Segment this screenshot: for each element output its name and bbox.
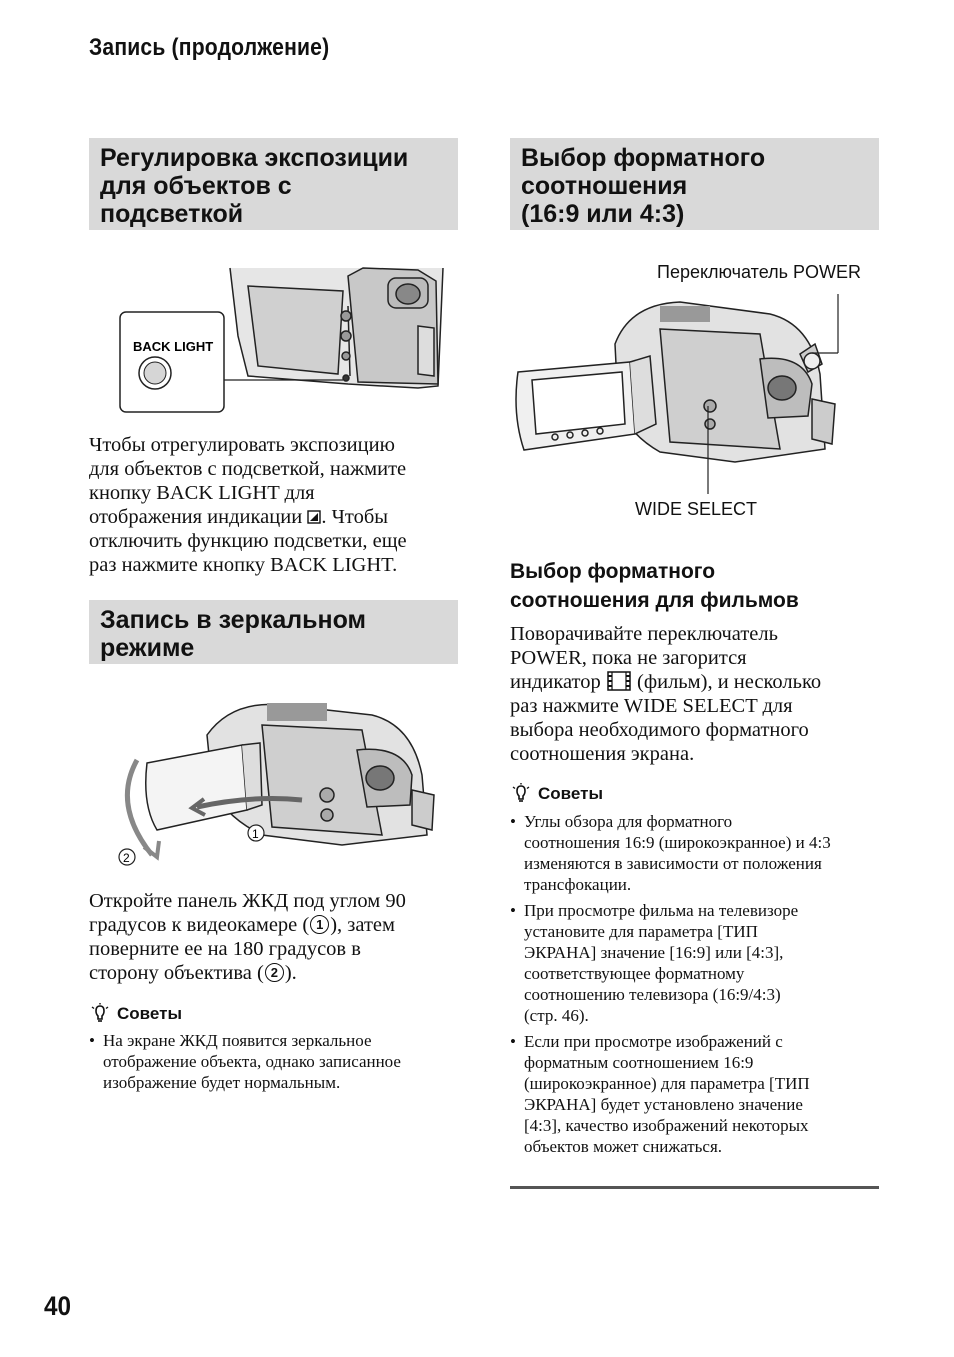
tip-line: ЭКРАНА] будет установлено значение (524, 1095, 803, 1114)
body-line: Откройте панель ЖКД под углом 90 (89, 890, 406, 912)
heading-line: для объектов с (100, 172, 292, 200)
body-text-segment: (фильм), и несколько (637, 671, 822, 693)
body-text-segment: отображения индикации (89, 506, 303, 528)
backlight-body (89, 433, 407, 577)
tip-line: объектов может снижаться. (524, 1137, 723, 1156)
tip-line: изображение будет нормальным. (103, 1073, 341, 1092)
heading-line: Запись в зеркальном (100, 606, 367, 634)
subheading-line: соотношения для фильмов (510, 589, 799, 612)
heading-line: подсветкой (100, 200, 244, 228)
body-line: соотношения экрана. (510, 743, 695, 765)
tip-line: [4:3], качество изображений некоторых (524, 1116, 809, 1135)
body-line (89, 913, 406, 937)
callout-2: 2 (123, 851, 130, 865)
tips-title: Советы (538, 784, 603, 803)
tip-line: трансфокации. (524, 875, 632, 894)
list-item: • Углы обзора для форматного соотношения 16:9 (широкоэкранное) и 4:3 изменяются в зависимости от положения трансфокации. (510, 812, 831, 894)
tips-heading-left (89, 1003, 182, 1025)
backlight-callout-box (120, 312, 224, 412)
body-text-segment: . Чтобы (321, 506, 389, 528)
body-line: Чтобы отрегулировать экспозицию (89, 434, 395, 456)
body-text-segment: градусов к видеокамере ( (89, 914, 310, 936)
body-text-segment: индикатор (510, 671, 601, 693)
tip-line: соотношению телевизора (16:9/4:3) (524, 985, 781, 1004)
body-text-segment: ). (284, 962, 297, 984)
tip-line: ЭКРАНА] значение [16:9] или [4:3], (524, 943, 784, 962)
body-line: Поворачивайте переключатель (510, 623, 778, 645)
tip-line: При просмотре фильма на телевизоре (524, 901, 799, 920)
body-line: отключить функцию подсветки, еще (89, 530, 407, 552)
running-head: Запись (продолжение) (89, 34, 330, 61)
lightbulb-icon (510, 783, 532, 805)
mirror-body (89, 889, 406, 985)
tip-line: форматным соотношением 16:9 (524, 1053, 754, 1072)
subheading-movies (510, 557, 799, 615)
tip-line: отображение объекта, однако записанное (103, 1052, 401, 1071)
page-number: 40 (44, 1291, 72, 1321)
tips-list-left (89, 1030, 401, 1098)
tips-list-right (510, 811, 831, 1162)
body-line: POWER, пока не загорится (510, 647, 747, 669)
tip-line: (стр. 46). (524, 1006, 589, 1025)
list-item: • Если при просмотре изображений с форматным соотношением 16:9 (широкоэкранное) для параметра [ТИП ЭКРАНА] будет установлено значение [4:3], качество изображений некоторых объектов может снижаться. (510, 1031, 831, 1157)
backlight-button-label: BACK LIGHT (133, 339, 214, 354)
body-line: раз нажмите кнопку BACK LIGHT. (89, 554, 398, 576)
section-heading-aspect (510, 138, 879, 230)
section-heading-mirror (89, 600, 458, 664)
heading-line: Выбор форматного (521, 144, 766, 172)
tip-line: Если при просмотре изображений с (524, 1032, 783, 1051)
backlight-camera-illustration (118, 266, 448, 416)
body-line (89, 961, 406, 985)
section-heading-backlight (89, 138, 458, 230)
tips-heading-right (510, 783, 603, 805)
callout-inline-1: 1 (310, 915, 329, 934)
heading-line: режиме (100, 634, 195, 662)
body-line: для объектов с подсветкой, нажмите (89, 458, 407, 480)
list-item: • При просмотре фильма на телевизоре установите для параметра [ТИП ЭКРАНА] значение [16:9] или [4:3], соответствующее форматному соотношению телевизора (16:9/4:3) (стр. 46). (510, 900, 831, 1026)
callout-1: 1 (252, 827, 259, 841)
tip-line: (широкоэкранное) для параметра [ТИП (524, 1074, 810, 1093)
body-line: поверните ее на 180 градусов в (89, 938, 361, 960)
body-line (510, 670, 821, 694)
aspect-body (510, 622, 821, 766)
tip-line: соотношения 16:9 (широкоэкранное) и 4:3 (524, 833, 831, 852)
label-wide-select: WIDE SELECT (635, 499, 758, 519)
section-end-rule (510, 1186, 879, 1189)
film-icon (606, 671, 632, 691)
label-power-switch: Переключатель POWER (657, 262, 861, 282)
lightbulb-icon (89, 1003, 111, 1025)
heading-line: (16:9 или 4:3) (521, 200, 685, 228)
tips-title: Советы (117, 1004, 182, 1023)
list-item: • На экране ЖКД появится зеркальное отображение объекта, однако записанное изображение будет нормальным. (89, 1031, 401, 1092)
body-text-segment: ), затем (330, 914, 396, 936)
tip-line: установите для параметра [ТИП (524, 922, 758, 941)
aspect-camera-illustration (510, 284, 850, 494)
tip-line: Углы обзора для форматного (524, 812, 733, 831)
body-line: выбора необходимого форматного (510, 719, 809, 741)
heading-line: соотношения (521, 172, 688, 200)
tip-line: соответствующее форматному (524, 964, 745, 983)
body-line (89, 505, 407, 529)
callout-inline-2: 2 (265, 963, 284, 982)
backlight-indicator-icon (307, 510, 321, 524)
mirror-mode-camera-illustration (112, 695, 442, 870)
subheading-line: Выбор форматного (510, 560, 716, 583)
tip-line: На экране ЖКД появится зеркальное (103, 1031, 372, 1050)
tip-line: изменяются в зависимости от положения (524, 854, 822, 873)
body-line: раз нажмите WIDE SELECT для (510, 695, 793, 717)
heading-line: Регулировка экспозиции (100, 144, 409, 172)
body-line: кнопку BACK LIGHT для (89, 482, 315, 504)
body-text-segment: сторону объектива ( (89, 962, 264, 984)
